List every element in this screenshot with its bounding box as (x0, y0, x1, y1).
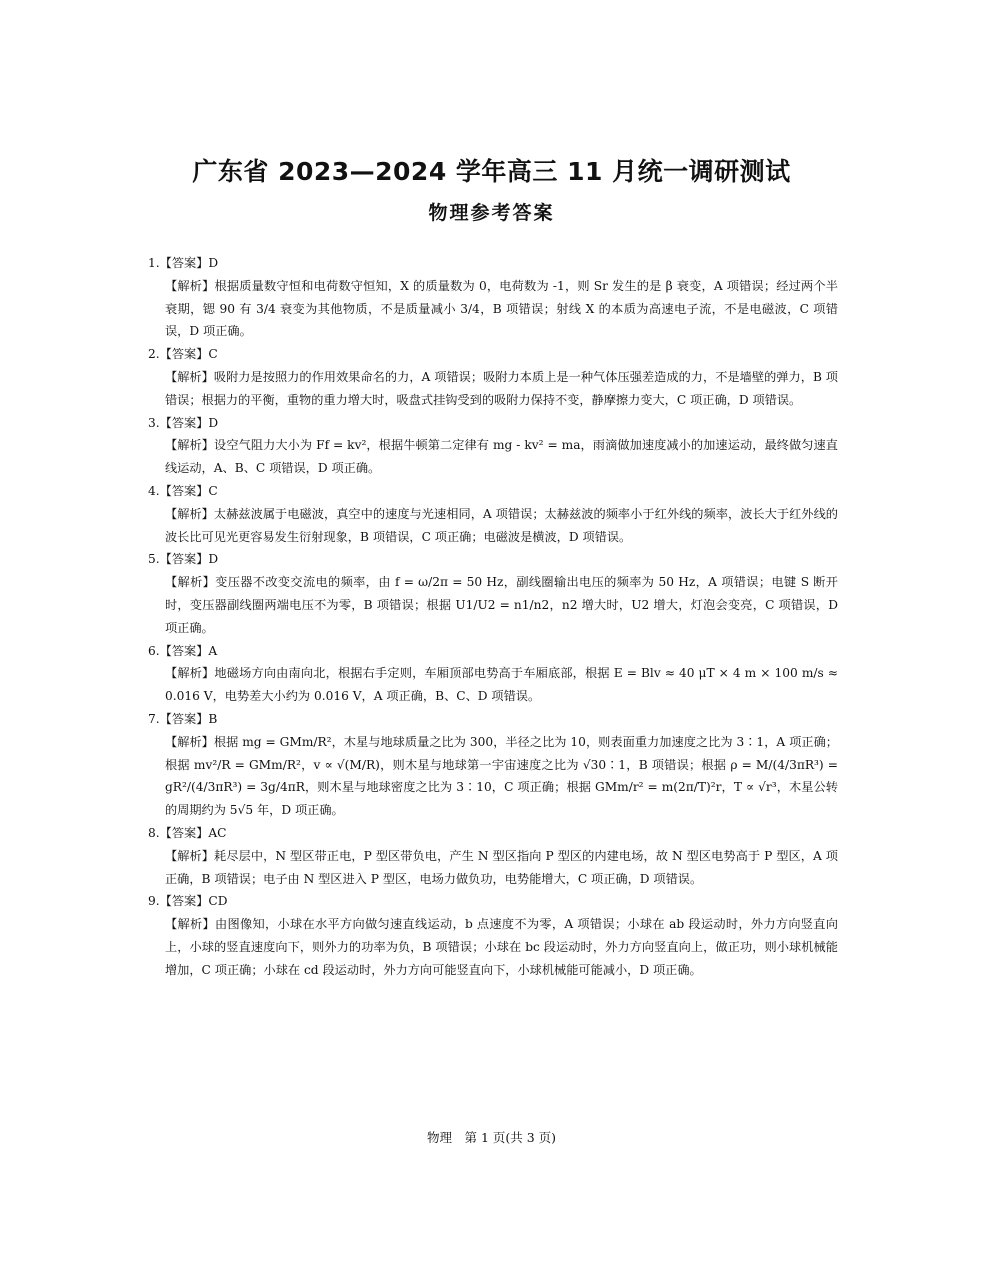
question-2 (148, 343, 838, 411)
answer-line: 8.【答案】AC (148, 825, 227, 840)
explanation-text: 【解析】根据质量数守恒和电荷数守恒知，X 的质量数为 0，电荷数为 -1，则 Sr 发生的是 β 衰变，A 项错误；经过两个半衰期，锶 90 有 3/4 衰变为其他物质，不是质量减小 3/4，B 项错误；射线 X 的本质为高速电子流，不是电磁波，C 项错误，D 项正确。 (165, 278, 838, 339)
explanation-text: 【解析】太赫兹波属于电磁波，真空中的速度与光速相同，A 项错误；太赫兹波的频率小于红外线的频率，波长大于红外线的波长比可见光更容易发生衍射现象，B 项错误，C 项正确；电磁波是横波，D 项错误。 (165, 506, 838, 544)
answer-list (148, 252, 838, 982)
answer-line: 5.【答案】D (148, 552, 219, 567)
explanation-text: 【解析】设空气阻力大小为 Ff = kv²，根据牛顿第二定律有 mg - kv² = ma，雨滴做加速度减小的加速运动，最终做匀速直线运动，A、B、C 项错误，D 项正确。 (165, 438, 838, 476)
explanation-text: 【解析】根据 mg = GMm/R²，木星与地球质量之比为 300，半径之比为 10，则表面重力加速度之比为 3∶1，A 项正确；根据 mv²/R = GMm/R²，v ∝ √(M/R)，则木星与地球第一宇宙速度之比为 √30∶1，B 项错误；根据 ρ = M/(4/3πR³) = gR²/(4/3πR³) = 3g/4πR，则木星与地球密度之比为 3∶10，C 项正确；根据 GMm/r² = m(2π/T)²r，T ∝ √r³，木星公转的周期约为 5√5 年，D 项正确。 (165, 734, 838, 818)
answer-line: 7.【答案】B (148, 711, 218, 726)
question-5 (148, 548, 838, 639)
answer-line: 6.【答案】A (148, 643, 218, 658)
question-7 (148, 708, 838, 822)
question-8 (148, 822, 838, 890)
explanation-text: 【解析】由图像知，小球在水平方向做匀速直线运动，b 点速度不为零，A 项错误；小球在 ab 段运动时，外力方向竖直向上，小球的竖直速度向下，则外力的功率为负，B 项错误；小球在 bc 段运动时，外力方向竖直向上，做正功，则小球机械能增加，C 项正确；小球在 cd 段运动时，外力方向可能竖直向下，小球机械能可能减小，D 项正确。 (165, 917, 838, 977)
question-3 (148, 412, 838, 480)
answer-line: 9.【答案】CD (148, 894, 228, 909)
answer-line: 4.【答案】C (148, 483, 218, 498)
answer-line: 2.【答案】C (148, 347, 218, 362)
question-1 (148, 252, 838, 343)
explanation-text: 【解析】耗尽层中，N 型区带正电，P 型区带负电，产生 N 型区指向 P 型区的内建电场，故 N 型区电势高于 P 型区，A 项正确，B 项错误；电子由 N 型区进入 P 型区，电场力做负功，电势能增大，C 项正确，D 项错误。 (165, 848, 838, 886)
question-9 (148, 890, 838, 981)
page-subtitle: 物理参考答案 (428, 202, 555, 224)
page-footer: 物理 第 1 页(共 3 页) (426, 1130, 557, 1145)
explanation-text: 【解析】吸附力是按照力的作用效果命名的力，A 项错误；吸附力本质上是一种气体压强差造成的力，不是墙壁的弹力，B 项错误；根据力的平衡，重物的重力增大时，吸盘式挂钩受到的吸附力保持不变，静摩擦力变大，C 项正确，D 项错误。 (165, 369, 838, 407)
answer-line: 3.【答案】D (148, 415, 219, 430)
answer-line: 1.【答案】D (148, 256, 219, 270)
page-title: 广东省 2023—2024 学年高三 11 月统一调研测试 (192, 157, 791, 186)
question-6 (148, 640, 838, 708)
explanation-text: 【解析】变压器不改变交流电的频率，由 f = ω/2π = 50 Hz，副线圈输出电压的频率为 50 Hz，A 项错误；电键 S 断开时，变压器副线圈两端电压不为零，B 项错误；根据 U1/U2 = n1/n2，n2 增大时，U2 增大，灯泡会变亮，C 项错误，D 项正确。 (165, 575, 838, 635)
question-4 (148, 480, 838, 548)
explanation-text: 【解析】地磁场方向由南向北，根据右手定则，车厢顶部电势高于车厢底部，根据 E = Blv ≈ 40 μT × 4 m × 100 m/s ≈ 0.016 V，电势差大小约为 0.016 V，A 项正确，B、C、D 项错误。 (165, 666, 838, 704)
